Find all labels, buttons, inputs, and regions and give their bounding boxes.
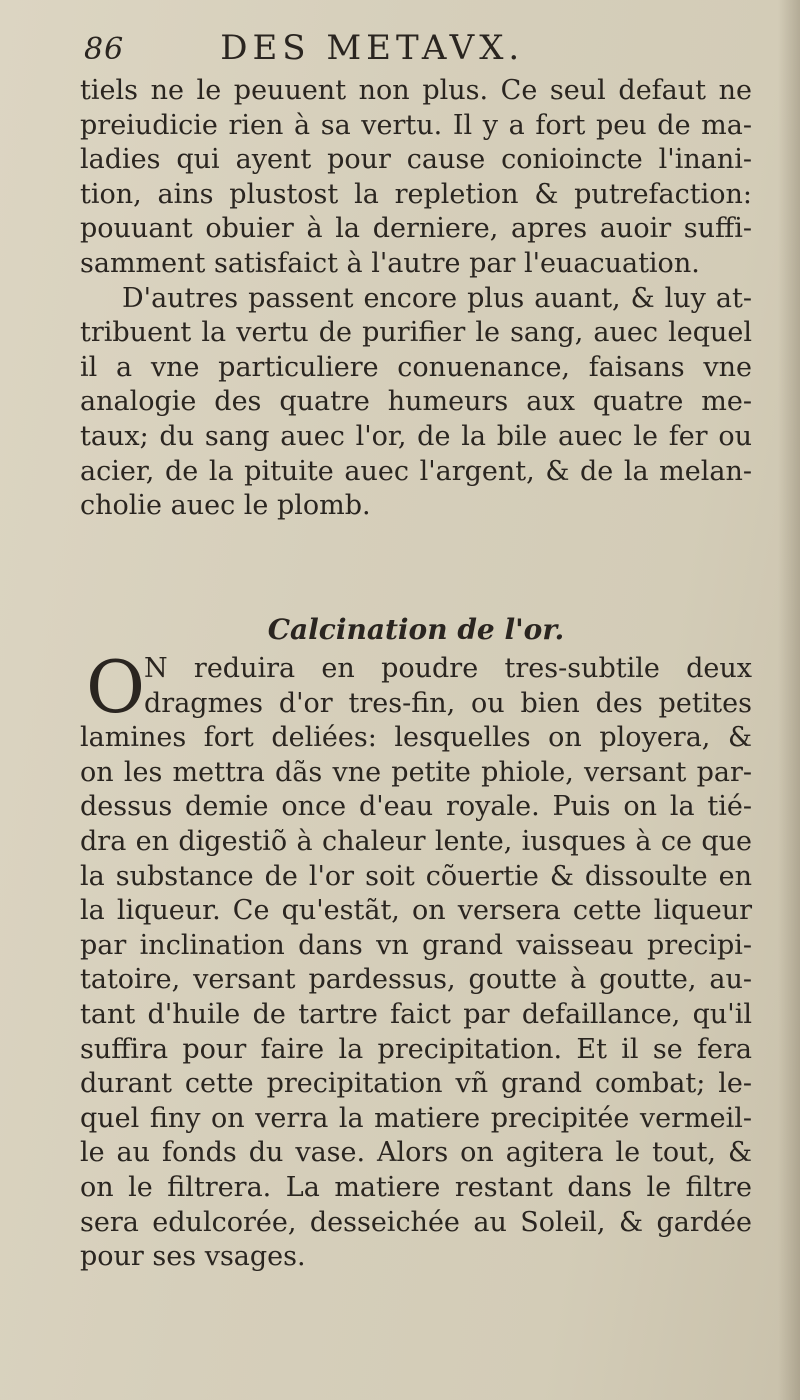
text-line: sera edulcorée, desseichée au Soleil, & gardée	[80, 1206, 752, 1238]
text-line: la liqueur. Ce qu'estãt, on versera cette liqueur	[80, 895, 752, 927]
drop-cap-letter: O	[86, 645, 146, 729]
text-line: dra en digestiõ à chaleur lente, iusques à ce que	[80, 825, 752, 857]
text-line: tant d'huile de tartre faict par defaillance, qu'il	[80, 998, 752, 1030]
text-line: samment satisfaict à l'autre par l'euacuation.	[80, 247, 700, 279]
text-line: analogie des quatre humeurs aux quatre me-	[80, 386, 752, 418]
text-line: on le filtrera. La matiere restant dans le filtre	[80, 1171, 752, 1203]
running-head	[84, 28, 604, 72]
page-number: 86	[84, 32, 125, 67]
text-line: tribuent la vertu de purifier le sang, auec lequel	[80, 317, 752, 349]
paragraph-gold-calcination	[80, 645, 752, 1275]
text-line: la substance de l'or soit cõuertie & dissoulte en	[80, 860, 752, 892]
text-line: pour ses vsages.	[80, 1241, 306, 1273]
text-line: tiels ne le peuuent non plus. Ce seul defaut ne	[80, 75, 752, 106]
text-line: acier, de la pituite auec l'argent, & de la melan-	[80, 455, 752, 487]
text-line: quel finy on verra la matiere precipitée vermeil-	[80, 1102, 752, 1134]
text-line: durant cette precipitation vñ grand combat; le-	[80, 1068, 752, 1100]
text-line: tion, ains plustost la repletion & putrefaction:	[80, 178, 752, 210]
text-line: dessus demie once d'eau royale. Puis on la tié-	[80, 791, 752, 823]
text-line: il a vne particuliere conuenance, faisans vne	[80, 351, 752, 383]
text-line: tatoire, versant pardessus, goutte à goutte, au-	[80, 964, 752, 996]
text-line: preiudicie rien à sa vertu. Il y a fort peu de ma-	[80, 109, 752, 141]
paragraph-metal-virtues	[80, 74, 752, 524]
text-line: D'autres passent encore plus auant, & luy at-	[122, 282, 752, 314]
running-title: DES METAVX.	[220, 28, 525, 68]
page-spine-shadow	[778, 0, 800, 1400]
text-line: par inclination dans vn grand vaisseau precipi-	[80, 929, 752, 961]
section-heading: Calcination de l'or.	[267, 613, 565, 646]
text-line: taux; du sang auec l'or, de la bile auec le fer ou	[80, 420, 752, 452]
text-line: cholie auec le plomb.	[80, 490, 371, 522]
text-line: on les mettra dãs vne petite phiole, versant par-	[80, 756, 752, 788]
text-line: pouuant obuier à la derniere, apres auoir suffi-	[80, 213, 752, 245]
text-line: le au fonds du vase. Alors on agitera le tout, &	[80, 1137, 752, 1169]
text-line: N reduira en poudre tres-subtile deux	[144, 653, 752, 684]
text-line: suffira pour faire la precipitation. Et il se fera	[80, 1033, 752, 1065]
text-line: dragmes d'or tres-fin, ou bien des petites	[144, 687, 752, 719]
text-line: ladies qui ayent pour cause conioincte l'inani-	[80, 144, 752, 176]
text-line: lamines fort deliées: lesquelles on ployera, &	[80, 722, 752, 754]
